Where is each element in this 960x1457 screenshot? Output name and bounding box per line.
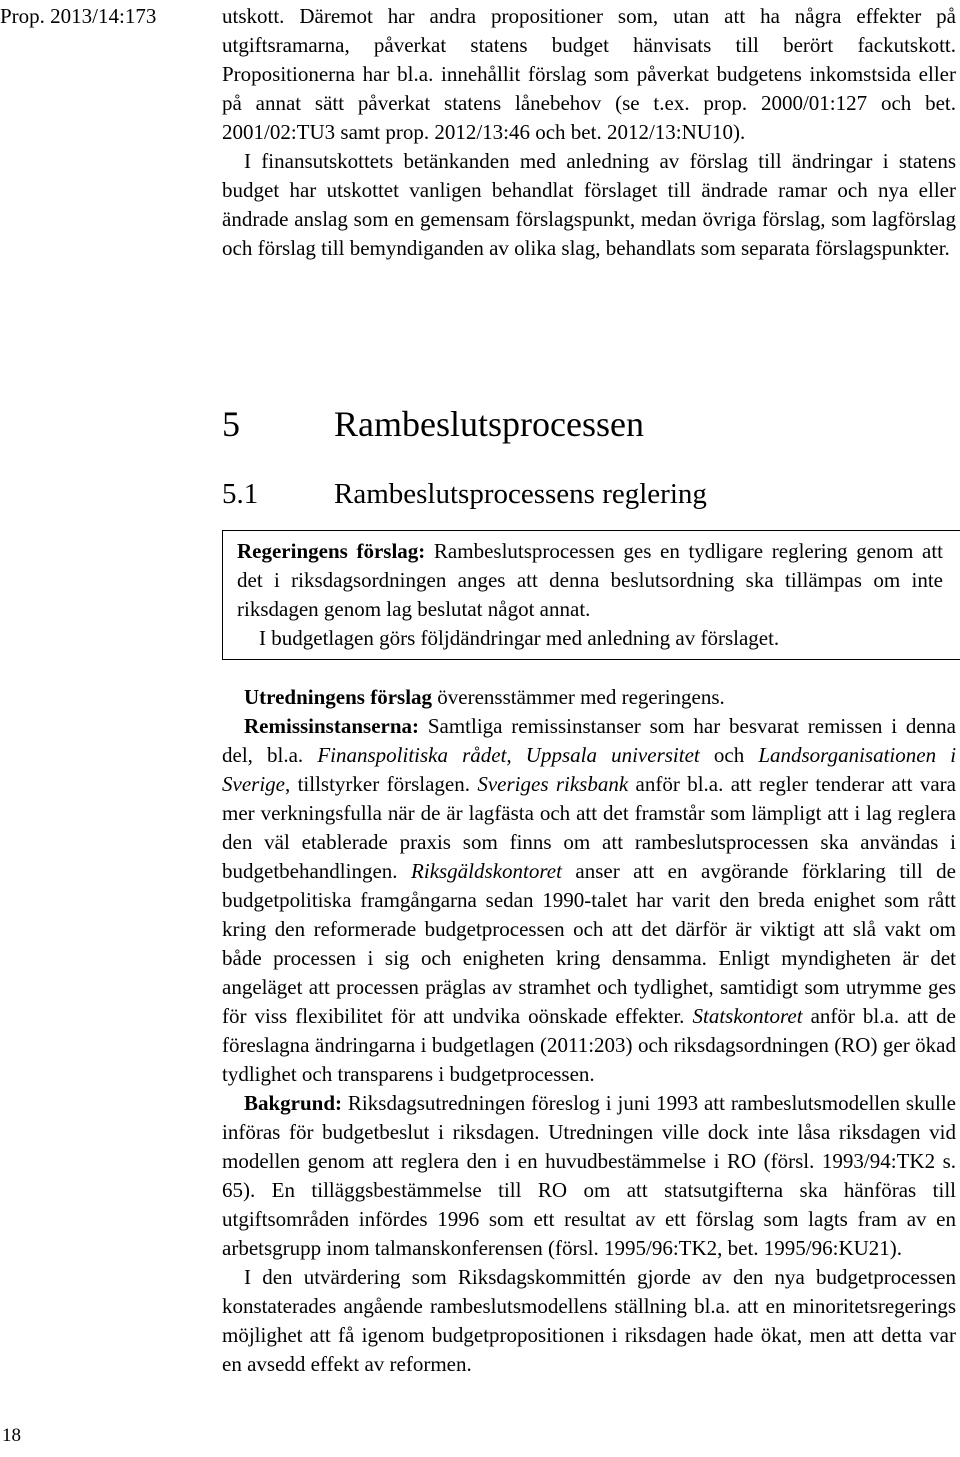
section-title: Rambeslutsprocessen [334,404,644,444]
proposal-text: Rambeslutsprocessen ges en tydligare reglering genom att det i riksdagsordningen anges att denna beslutsordning ska tillämpas om inte riksdagen genom lag beslutat något annat. [237,539,943,621]
document-reference: Prop. 2013/14:173 [0,4,157,28]
section-number: 5 [222,404,240,444]
government-proposal-box [222,530,960,660]
inquiry-label: Utredningens förslag [244,685,433,709]
page-number: 18 [2,1425,21,1446]
main-text [222,683,956,1379]
referral-text-2: och [699,743,759,767]
intro-text [222,2,956,263]
referral-text-5: anser att en avgörande förklaring till de budgetpolitiska framgångarna sedan 1990-talet har varit den breda enighet som rått kring den reformerade budgetprocessen och att det därför är viktigt att slå vakt om både processen i sig och enigheten kring densamma. Enligt myndigheten är det angeläget att processen präglas av stramhet och tydlighet, samtidigt som utrymme ges för viss flexibilitet för att undvika oönskade effekter. [222,859,956,1028]
proposal-paragraph-2: I budgetlagen görs följdändringar med anledning av förslaget. [259,626,780,650]
referral-text-1: Samtliga remissinstanser som har besvarat remissen i denna del, bl.a. [222,714,956,767]
inquiry-text: överensstämmer med regeringens. [432,685,725,709]
referral-bodies-2: Landsorganisationen i Sverige [222,743,957,796]
intro-paragraph-2: I finansutskottets betänkanden med anledning av förslag till ändringar i statens budget har utskottet vanligen behandlat förslaget till ändrade ramar och nya eller ändrade anslag som en gemensam förslagspunkt, medan övriga förslag, som lagförslag och förslag till bemyndiganden av olika slag, behandlats som separata förslagspunkter. [222,149,956,260]
proposal-paragraph [237,537,943,624]
subsection-heading [222,474,707,514]
referral-bodies-3: Sveriges riksbank [477,772,629,796]
referral-label: Remissinstanserna: [244,714,420,738]
referral-paragraph [222,712,956,1089]
background-paragraph-2: I den utvärdering som Riksdagskommittén gjorde av den nya budgetprocessen konstaterades angående rambeslutsmodellens ställning bl.a. att en minoritetsregerings möjlighet att få igenom budgetpropositionen i riksdagen hade ökat, men att detta var en avsedd effekt av reformen. [222,1265,956,1376]
referral-text-4: anför bl.a. att regler tenderar att vara mer verkningsfulla när de är lagfästa och att det framstår som lämpligt att i lag reglera den väl etablerade praxis som finns om att rambeslutsprocessen ska användas i budgetbehandlingen. [222,772,956,883]
subsection-number: 5.1 [222,478,259,510]
background-paragraph [222,1089,956,1263]
referral-bodies-1: Finanspolitiska rådet, Uppsala universitet [317,743,700,767]
intro-paragraph-1: utskott. Däremot har andra propositioner som, utan att ha några effekter på utgiftsramarna, påverkat statens budget hänvisats till berört fackutskott. Propositionerna har bl.a. innehållit förslag som påverkat budgetens inkomstsida eller på annat sätt påverkat statens lånebehov (se t.ex. prop. 2000/01:127 och bet. 2001/02:TU3 samt prop. 2012/13:46 och bet. 2012/13:NU10). [222,4,956,144]
subsection-title: Rambeslutsprocessens reglering [334,478,707,510]
referral-bodies-4: Riksgäldskontoret [411,859,562,883]
inquiry-paragraph [222,683,956,712]
referral-text-3: , tillstyrker förslagen. [284,772,478,796]
proposal-label: Regeringens förslag: [237,539,426,563]
referral-text-6: anför bl.a. att de föreslagna ändringarna i budgetlagen (2011:203) och riksdagsordningen (RO) ger ökad tydlighet och transparens i budgetprocessen. [222,1004,957,1086]
referral-bodies-5: Statskontoret [692,1004,803,1028]
section-heading [222,400,644,448]
background-label: Bakgrund: [244,1091,343,1115]
background-text: Riksdagsutredningen föreslog i juni 1993 att rambeslutsmodellen skulle införas för budgetbeslut i riksdagen. Utredningen ville dock inte låsa riksdagen vid modellen genom att reglera den i en huvudbestämmelse i RO (försl. 1993/94:TK2 s. 65). En tilläggsbestämmelse till RO om att statsutgifterna ska hänföras till utgiftsområden infördes 1996 som ett resultat av ett förslag som lagts fram av en arbetsgrupp inom talmanskonferensen (försl. 1995/96:TK2, bet. 1995/96:KU21). [222,1091,956,1260]
